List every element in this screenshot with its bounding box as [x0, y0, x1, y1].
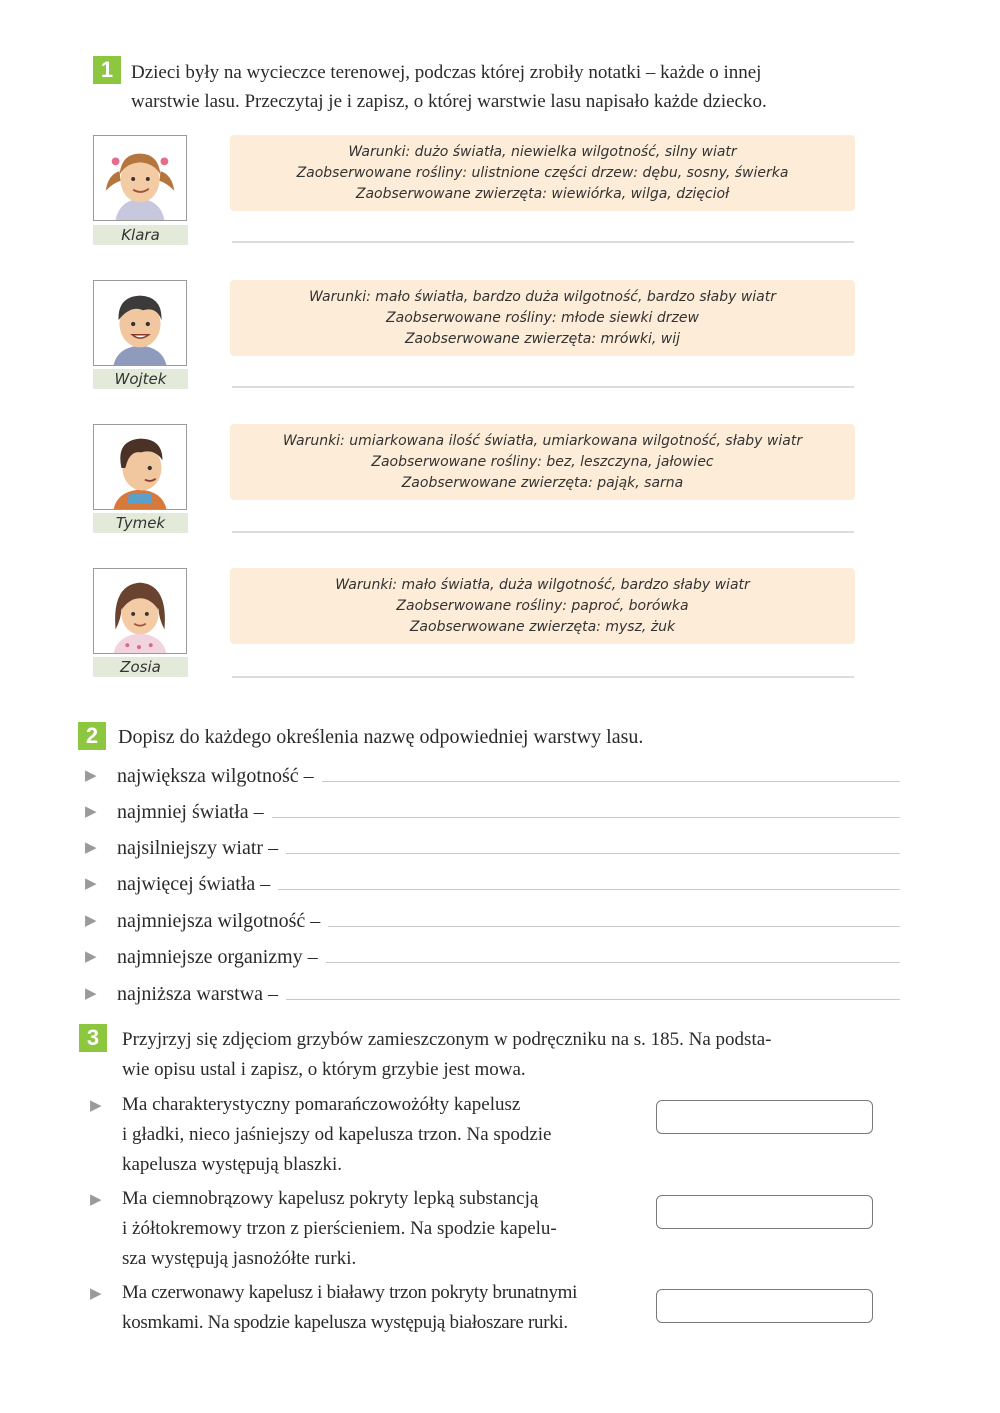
triangle-right-icon: ▶	[90, 1190, 102, 1208]
task-2-answer-line[interactable]	[322, 781, 900, 782]
task-3-description-line: kapelusza występują blaszki.	[122, 1154, 343, 1175]
triangle-right-icon: ▶	[90, 1284, 102, 1302]
task-2-item	[85, 980, 900, 1006]
klara-animals: Zaobserwowane zwierzęta: wiewiórka, wilga, dzięcioł	[355, 185, 730, 202]
zosia-note	[230, 568, 855, 644]
zosia-conditions: Warunki: mało światła, duża wilgotność, bardzo słaby wiatr	[335, 576, 750, 593]
task-2-item-label: największa wilgotność –	[117, 765, 314, 787]
task-1-instruction-line-2: warstwie lasu. Przeczytaj je i zapisz, o której warstwie lasu napisało każde dziecko.	[131, 91, 767, 112]
task-2-item-label: najniższa warstwa –	[117, 983, 279, 1005]
task-1-instruction	[131, 58, 891, 116]
zosia-answer-line[interactable]	[232, 676, 854, 678]
klara-avatar	[93, 135, 187, 221]
task-1-number-badge: 1	[93, 56, 121, 84]
task-2-instruction: Dopisz do każdego określenia nazwę odpowiedniej warstwy lasu.	[118, 726, 644, 748]
tymek-note	[230, 424, 855, 500]
task-3-description-line: Ma ciemnobrązowy kapelusz pokryty lepką substancją	[122, 1188, 539, 1209]
wojtek-name-label: Wojtek	[93, 369, 188, 389]
tymek-plants: Zaobserwowane rośliny: bez, leszczyna, jałowiec	[371, 453, 714, 470]
task-2-item-label: najwięcej światła –	[117, 873, 271, 895]
triangle-right-icon: ▶	[85, 984, 97, 1002]
triangle-right-icon: ▶	[85, 911, 97, 929]
task-3-description-line: i żółtokremowy trzon z pierścieniem. Na spodzie kapelu-	[122, 1218, 557, 1239]
task-2-item	[85, 943, 900, 969]
triangle-right-icon: ▶	[85, 874, 97, 892]
task-2-answer-line[interactable]	[278, 889, 900, 890]
task-2-number-badge: 2	[78, 722, 106, 750]
task-2-item-label: najsilniejszy wiatr –	[117, 837, 279, 859]
task-3-description	[122, 1184, 646, 1274]
task-1-instruction-line-1: Dzieci były na wycieczce terenowej, podczas której zrobiły notatki – każde o innej	[131, 62, 762, 83]
triangle-right-icon: ▶	[90, 1096, 102, 1114]
task-2-item-label: najmniejsza wilgotność –	[117, 910, 321, 932]
task-2-item	[85, 762, 900, 788]
task-2-answer-line[interactable]	[286, 999, 900, 1000]
zosia-name-label: Zosia	[93, 657, 188, 677]
klara-note	[230, 135, 855, 211]
task-3-description	[122, 1090, 646, 1180]
task-3-description-line: kosmkami. Na spodzie kapelusza występują białoszare rurki.	[122, 1312, 568, 1333]
zosia-avatar	[93, 568, 187, 654]
task-2-item-label: najmniej światła –	[117, 801, 264, 823]
triangle-right-icon: ▶	[85, 802, 97, 820]
triangle-right-icon: ▶	[85, 947, 97, 965]
task-3-description-line: i gładki, nieco jaśniejszy od kapelusza trzon. Na spodzie	[122, 1124, 552, 1145]
wojtek-plants: Zaobserwowane rośliny: młode siewki drzew	[386, 309, 699, 326]
tymek-conditions: Warunki: umiarkowana ilość światła, umiarkowana wilgotność, słaby wiatr	[282, 432, 803, 449]
wojtek-answer-line[interactable]	[232, 386, 854, 388]
zosia-animals: Zaobserwowane zwierzęta: mysz, żuk	[409, 618, 676, 635]
klara-answer-line[interactable]	[232, 241, 854, 243]
triangle-right-icon: ▶	[85, 838, 97, 856]
task-2-item	[85, 834, 900, 860]
task-2-item	[85, 870, 900, 896]
task-2-answer-line[interactable]	[326, 962, 900, 963]
task-3-answer-box[interactable]	[656, 1100, 873, 1134]
task-2-answer-line[interactable]	[328, 926, 900, 927]
task-3-description-line: sza występują jasnożółte rurki.	[122, 1248, 357, 1269]
tymek-animals: Zaobserwowane zwierzęta: pająk, sarna	[401, 474, 684, 491]
task-3-description	[122, 1278, 646, 1338]
klara-name-label: Klara	[93, 225, 188, 245]
task-3-description-line: Ma charakterystyczny pomarańczowożółty kapelusz	[122, 1094, 521, 1115]
task-3-answer-box[interactable]	[656, 1289, 873, 1323]
tymek-avatar	[93, 424, 187, 510]
task-3-number-badge: 3	[79, 1024, 107, 1052]
wojtek-conditions: Warunki: mało światła, bardzo duża wilgotność, bardzo słaby wiatr	[308, 288, 777, 305]
zosia-plants: Zaobserwowane rośliny: paproć, borówka	[396, 597, 689, 614]
task-2-item	[85, 798, 900, 824]
task-3-instruction	[122, 1025, 892, 1085]
task-2-item	[85, 907, 900, 933]
task-3-instruction-line-2: wie opisu ustal i zapisz, o którym grzybie jest mowa.	[122, 1059, 526, 1080]
task-2-item-label: najmniejsze organizmy –	[117, 946, 318, 968]
wojtek-note	[230, 280, 855, 356]
tymek-name-label: Tymek	[93, 513, 188, 533]
task-3-description-line: Ma czerwonawy kapelusz i białawy trzon pokryty brunatnymi	[122, 1282, 578, 1303]
triangle-right-icon: ▶	[85, 766, 97, 784]
klara-conditions: Warunki: dużo światła, niewielka wilgotność, silny wiatr	[348, 143, 737, 160]
klara-plants: Zaobserwowane rośliny: ulistnione części drzew: dębu, sosny, świerka	[296, 164, 789, 181]
task-2-answer-line[interactable]	[286, 853, 900, 854]
task-3-answer-box[interactable]	[656, 1195, 873, 1229]
task-3-instruction-line-1: Przyjrzyj się zdjęciom grzybów zamieszczonym w podręczniku na s. 185. Na podsta-	[122, 1029, 772, 1050]
task-2-answer-line[interactable]	[272, 817, 900, 818]
wojtek-animals: Zaobserwowane zwierzęta: mrówki, wij	[404, 330, 681, 347]
tymek-answer-line[interactable]	[232, 531, 854, 533]
wojtek-avatar	[93, 280, 187, 366]
